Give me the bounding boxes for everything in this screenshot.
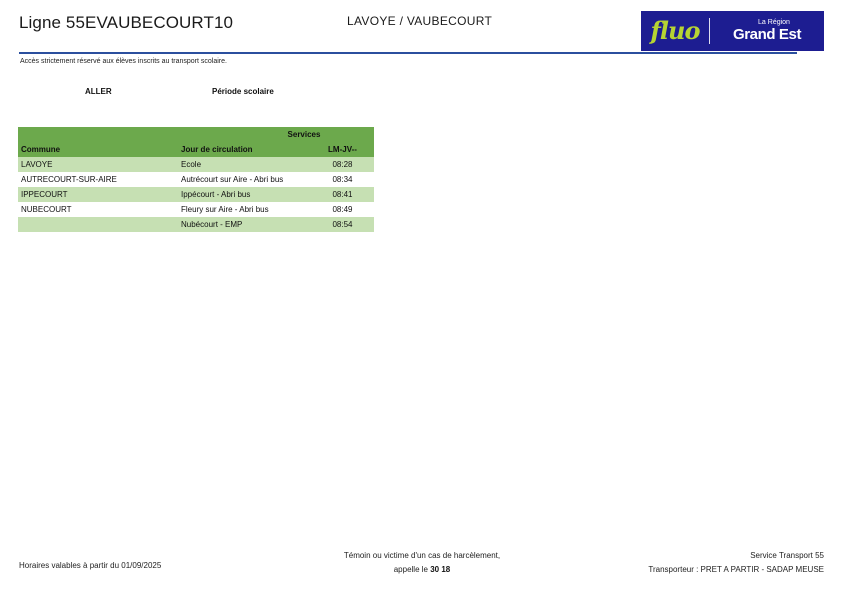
validity-note: Horaires valables à partir du 01/09/2025: [19, 561, 162, 570]
table-row: [18, 187, 374, 202]
row-time: 08:34: [332, 175, 353, 184]
period-label: Période scolaire: [212, 87, 274, 96]
row-commune: IPPECOURT: [21, 190, 68, 199]
table-row: [18, 157, 374, 172]
row-stop: Ippécourt - Abri bus: [181, 190, 251, 199]
timetable-services-header: [18, 127, 374, 142]
harassment-notice: [322, 549, 522, 577]
carrier-name: Transporteur : PRET A PARTIR - SADAP MEUSE: [648, 565, 824, 574]
table-row: [18, 172, 374, 187]
column-jour: Jour de circulation: [181, 145, 253, 154]
access-notice: Accès strictement réservé aux élèves inscrits au transport scolaire.: [20, 58, 227, 65]
service-info: [580, 549, 824, 577]
row-time: 08:41: [332, 190, 353, 199]
route-title: LAVOYE / VAUBECOURT: [347, 14, 493, 28]
column-commune: Commune: [21, 145, 61, 154]
service-name: Service Transport 55: [750, 551, 824, 560]
header-rule: [19, 52, 797, 54]
fluo-logo-text: fluo: [650, 16, 700, 45]
logo-region-big: Grand Est: [732, 26, 802, 43]
table-row: [18, 217, 374, 232]
timetable: [18, 127, 374, 232]
row-stop: Fleury sur Aire - Abri bus: [181, 205, 269, 214]
harassment-call-prefix: appelle le: [393, 565, 428, 574]
logo-region-small: La Région: [758, 19, 790, 26]
grand-est-logo: [710, 19, 824, 43]
row-commune: NUBECOURT: [21, 205, 72, 214]
harassment-line-1: Témoin ou victime d'un cas de harcèlement,: [343, 551, 501, 560]
row-stop: Ecole: [181, 160, 202, 169]
column-service: LM-JV--: [328, 145, 357, 154]
row-time: 08:28: [332, 160, 353, 169]
harassment-number: 30 18: [430, 565, 451, 574]
services-label: Services: [287, 130, 321, 139]
row-time: 08:54: [332, 220, 353, 229]
logo-divider: [709, 18, 710, 44]
line-title: Ligne 55EVAUBECOURT10: [19, 13, 234, 32]
row-stop: Autrécourt sur Aire - Abri bus: [181, 175, 284, 184]
row-time: 08:49: [332, 205, 353, 214]
harassment-line-2: [322, 563, 522, 577]
region-logo: [641, 11, 824, 51]
timetable-column-header: [18, 142, 374, 157]
table-row: [18, 202, 374, 217]
row-commune: LAVOYE: [21, 160, 53, 169]
row-commune: AUTRECOURT-SUR-AIRE: [21, 175, 117, 184]
row-stop: Nubécourt - EMP: [181, 220, 243, 229]
direction-label: ALLER: [85, 87, 112, 96]
